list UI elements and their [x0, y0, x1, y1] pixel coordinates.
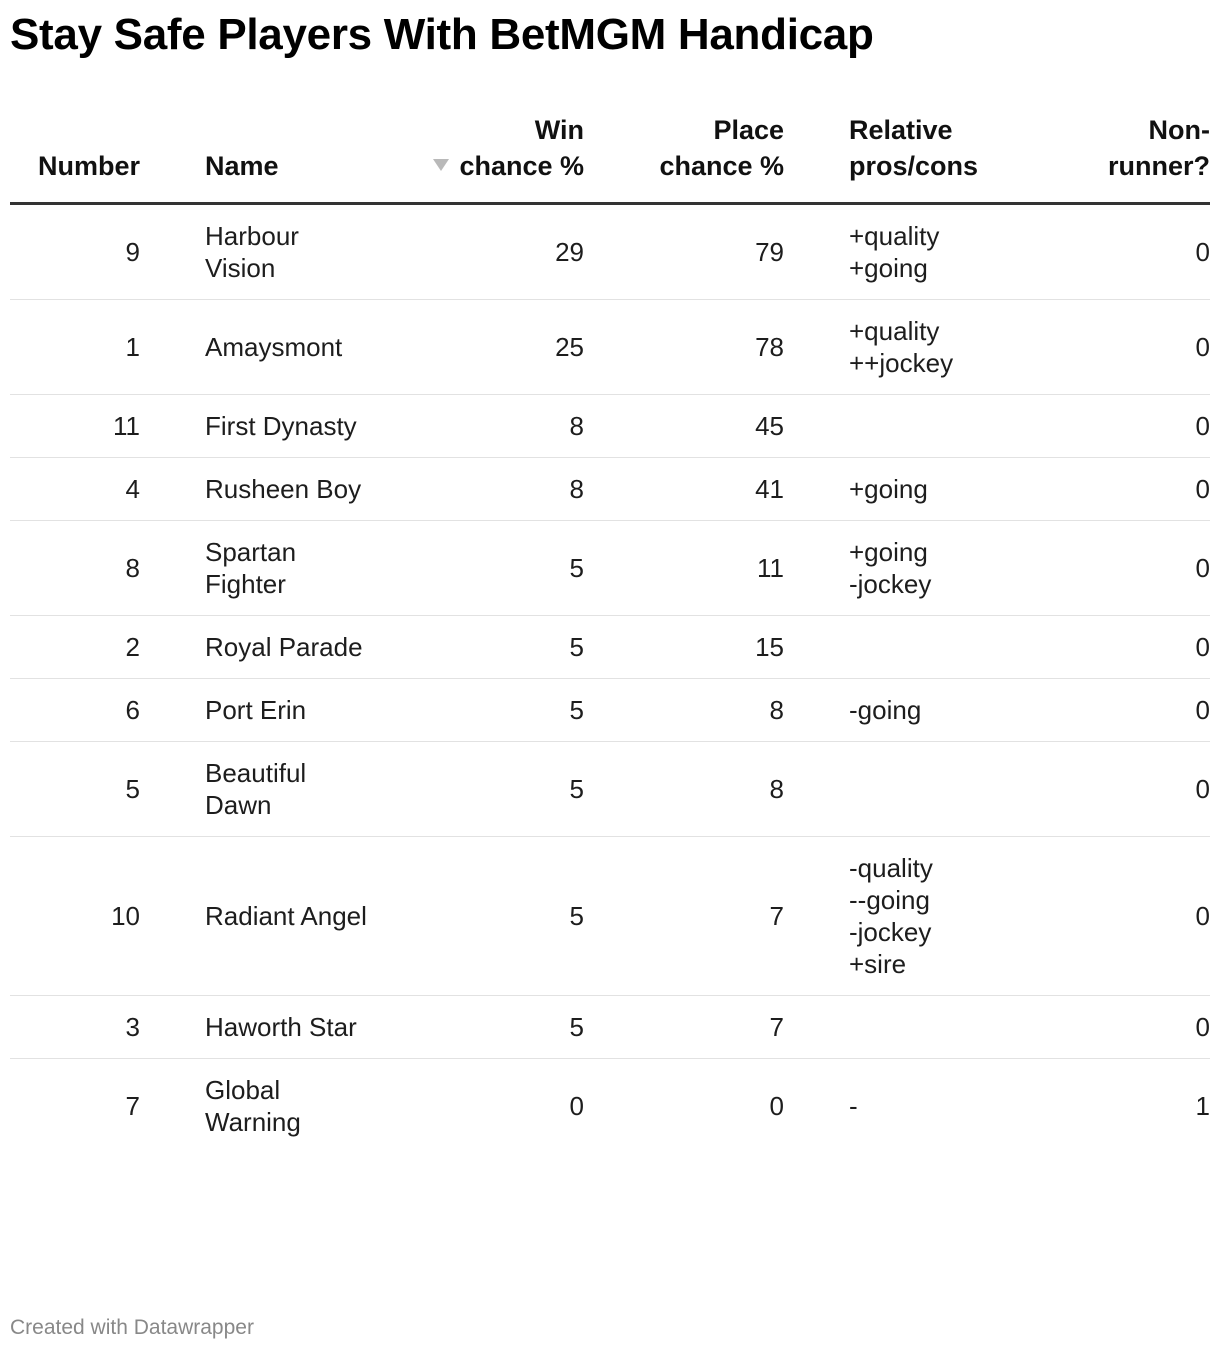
cell-win-chance: 8 — [400, 458, 584, 521]
cell-win-chance: 5 — [400, 837, 584, 996]
header-win-chance[interactable]: Win chance % — [400, 112, 584, 204]
table-body — [10, 204, 1210, 1154]
cell-relative-pros-cons: +going — [784, 458, 1024, 521]
cell-win-chance: 5 — [400, 521, 584, 616]
table-header-row — [10, 112, 1210, 204]
cell-number: 7 — [125, 1091, 140, 1121]
header-non-runner[interactable]: Non- runner? — [1024, 112, 1210, 204]
cell-place-chance: 7 — [584, 837, 784, 996]
cell-name: Port Erin — [140, 679, 400, 742]
header-number[interactable]: Number — [10, 112, 140, 204]
cell-number: 5 — [10, 742, 140, 837]
table-row — [10, 996, 1210, 1059]
cell-number: 2 — [10, 616, 140, 679]
cell-place-chance: 8 — [584, 679, 784, 742]
cell-non-runner: 0 — [1024, 679, 1210, 742]
cell-place-chance: 79 — [584, 204, 784, 300]
cell-name: First Dynasty — [140, 395, 400, 458]
cell-name: Haworth Star — [140, 996, 400, 1059]
cell-place-chance: 45 — [584, 395, 784, 458]
cell-non-runner: 0 — [1024, 616, 1210, 679]
table-row — [10, 521, 1210, 616]
cell-place-chance: 8 — [584, 742, 784, 837]
cell-non-runner: 0 — [1024, 204, 1210, 300]
cell-number: 11 — [10, 395, 140, 458]
table-row — [10, 742, 1210, 837]
table-row — [10, 204, 1210, 300]
cell-non-runner: 0 — [1024, 521, 1210, 616]
header-name[interactable]: Name — [140, 112, 400, 204]
cell-name: Radiant Angel — [140, 837, 400, 996]
data-table — [10, 112, 1210, 1153]
cell-relative-pros-cons: +going -jockey — [784, 521, 1024, 616]
header-place-chance[interactable]: Place chance % — [584, 112, 784, 204]
cell-name: Royal Parade — [140, 616, 400, 679]
cell-name: Spartan Fighter — [140, 521, 400, 616]
cell-number: 1 — [10, 300, 140, 395]
cell-relative-pros-cons: -quality --going -jockey +sire — [784, 837, 1024, 996]
cell-non-runner: 0 — [1024, 837, 1210, 996]
cell-relative-pros-cons — [784, 616, 1024, 679]
cell-name: Harbour Vision — [140, 204, 400, 300]
cell-place-chance: 0 — [769, 1091, 784, 1121]
cell-win-chance: 25 — [400, 300, 584, 395]
cell-number: 6 — [10, 679, 140, 742]
cell-name: Rusheen Boy — [140, 458, 400, 521]
cell-non-runner: 0 — [1024, 996, 1210, 1059]
cell-win-chance: 0 — [569, 1091, 584, 1121]
table-row — [10, 837, 1210, 996]
sort-descending-icon — [433, 159, 449, 171]
table-row — [10, 1059, 1210, 1154]
cell-win-chance: 5 — [400, 616, 584, 679]
cell-win-chance: 5 — [400, 742, 584, 837]
cell-number: 3 — [10, 996, 140, 1059]
cell-non-runner: 0 — [1024, 395, 1210, 458]
cell-place-chance: 41 — [584, 458, 784, 521]
cell-name: Beautiful Dawn — [140, 742, 400, 837]
cell-relative-pros-cons: -going — [784, 679, 1024, 742]
cell-name: Global Warning — [205, 1075, 301, 1137]
cell-relative-pros-cons — [784, 395, 1024, 458]
cell-relative-pros-cons: +quality ++jockey — [784, 300, 1024, 395]
cell-place-chance: 78 — [584, 300, 784, 395]
table-row — [10, 395, 1210, 458]
cell-number: 8 — [10, 521, 140, 616]
chart-title: Stay Safe Players With BetMGM Handicap — [10, 10, 874, 59]
cell-name: Amaysmont — [140, 300, 400, 395]
cell-win-chance: 8 — [400, 395, 584, 458]
cell-relative-pros-cons: +quality +going — [784, 204, 1024, 300]
cell-win-chance: 5 — [400, 679, 584, 742]
cell-non-runner: 0 — [1024, 742, 1210, 837]
table-row — [10, 300, 1210, 395]
table-row — [10, 616, 1210, 679]
attribution[interactable]: Created with Datawrapper — [10, 1316, 254, 1339]
cell-win-chance: 5 — [400, 996, 584, 1059]
header-relative-pros-cons[interactable]: Relative pros/cons — [784, 112, 1024, 204]
cell-relative-pros-cons: - — [849, 1091, 858, 1121]
cell-relative-pros-cons — [784, 996, 1024, 1059]
cell-relative-pros-cons — [784, 742, 1024, 837]
cell-non-runner: 0 — [1024, 458, 1210, 521]
cell-number: 10 — [10, 837, 140, 996]
cell-place-chance: 7 — [584, 996, 784, 1059]
table-row — [10, 458, 1210, 521]
cell-place-chance: 11 — [584, 521, 784, 616]
cell-number: 9 — [10, 204, 140, 300]
table-row — [10, 679, 1210, 742]
cell-non-runner: 1 — [1195, 1091, 1210, 1121]
cell-place-chance: 15 — [584, 616, 784, 679]
cell-win-chance: 29 — [400, 204, 584, 300]
cell-non-runner: 0 — [1024, 300, 1210, 395]
cell-number: 4 — [10, 458, 140, 521]
